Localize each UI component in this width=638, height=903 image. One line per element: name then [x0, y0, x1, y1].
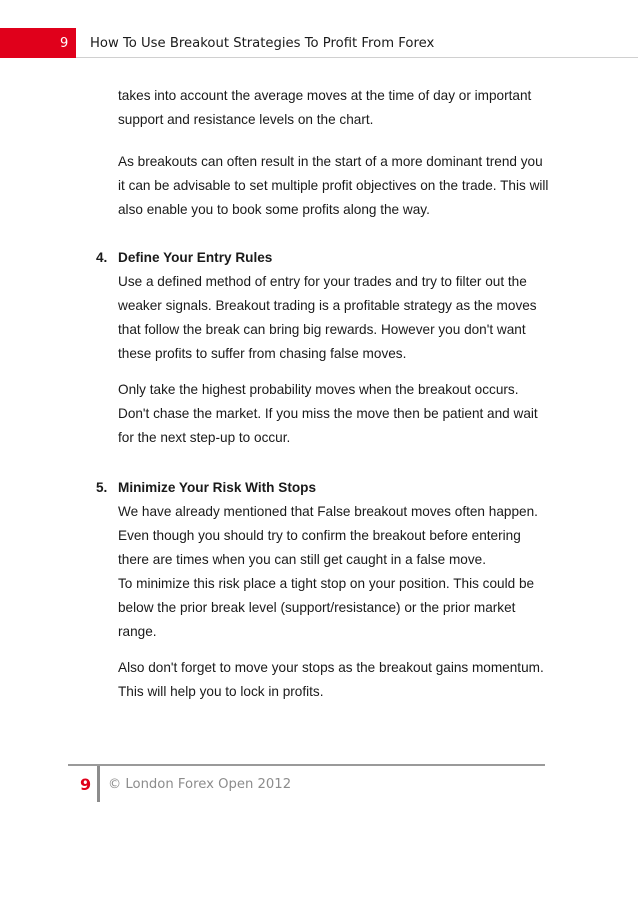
section-heading-risk-stops: Minimize Your Risk With Stops: [118, 480, 317, 495]
text-line: We have already mentioned that False breakout moves often happen.: [118, 504, 538, 519]
text-line: below the prior break level (support/resistance) or the prior market: [118, 600, 516, 615]
text-line: Only take the highest probability moves when the breakout occurs.: [118, 382, 519, 397]
header-title: How To Use Breakout Strategies To Profit From Forex: [90, 36, 435, 51]
text-line: Even though you should try to confirm the breakout before entering: [118, 528, 521, 543]
text-line: that follow the break can bring big rewards. However you don't want: [118, 322, 526, 337]
text-line: To minimize this risk place a tight stop on your position. This could be: [118, 576, 535, 591]
footer-page-number: 9: [80, 775, 92, 794]
text-line: weaker signals. Breakout trading is a profitable strategy as the moves: [118, 298, 537, 313]
text-line: takes into account the average moves at the time of day or important: [118, 88, 532, 103]
text-line: This will help you to lock in profits.: [118, 684, 324, 699]
text-line: these profits to suffer from chasing false moves.: [118, 346, 407, 361]
header-page-number: 9: [60, 36, 69, 51]
text-line: range.: [118, 624, 157, 639]
list-number-5: 5.: [96, 480, 108, 495]
text-line: for the next step-up to occur.: [118, 430, 291, 445]
text-line: Also don't forget to move your stops as the breakout gains momentum.: [118, 660, 544, 675]
entry-rules-paragraph-2: [118, 378, 578, 450]
text-line: Don't chase the market. If you miss the move then be patient and wait: [118, 406, 538, 421]
intro-paragraph: [118, 84, 578, 132]
entry-rules-paragraph: [118, 270, 578, 366]
text-line: support and resistance levels on the chart.: [118, 112, 374, 127]
footer-copyright: © London Forex Open 2012: [108, 777, 292, 792]
text-line: also enable you to book some profits along the way.: [118, 202, 430, 217]
page-header: [0, 0, 638, 58]
text-line: Use a defined method of entry for your trades and try to filter out the: [118, 274, 527, 289]
header-divider: [76, 57, 638, 58]
text-line: there are times when you can still get caught in a false move.: [118, 552, 486, 567]
risk-stops-paragraph-2: [118, 656, 578, 704]
risk-stops-paragraph: [118, 500, 578, 644]
footer-separator: [97, 766, 100, 802]
footer-divider: [68, 764, 545, 766]
breakouts-paragraph: [118, 150, 578, 222]
list-number-4: 4.: [96, 250, 108, 265]
text-line: it can be advisable to set multiple profit objectives on the trade. This will: [118, 178, 549, 193]
text-line: As breakouts can often result in the start of a more dominant trend you: [118, 154, 543, 169]
section-heading-entry-rules: Define Your Entry Rules: [118, 250, 273, 265]
